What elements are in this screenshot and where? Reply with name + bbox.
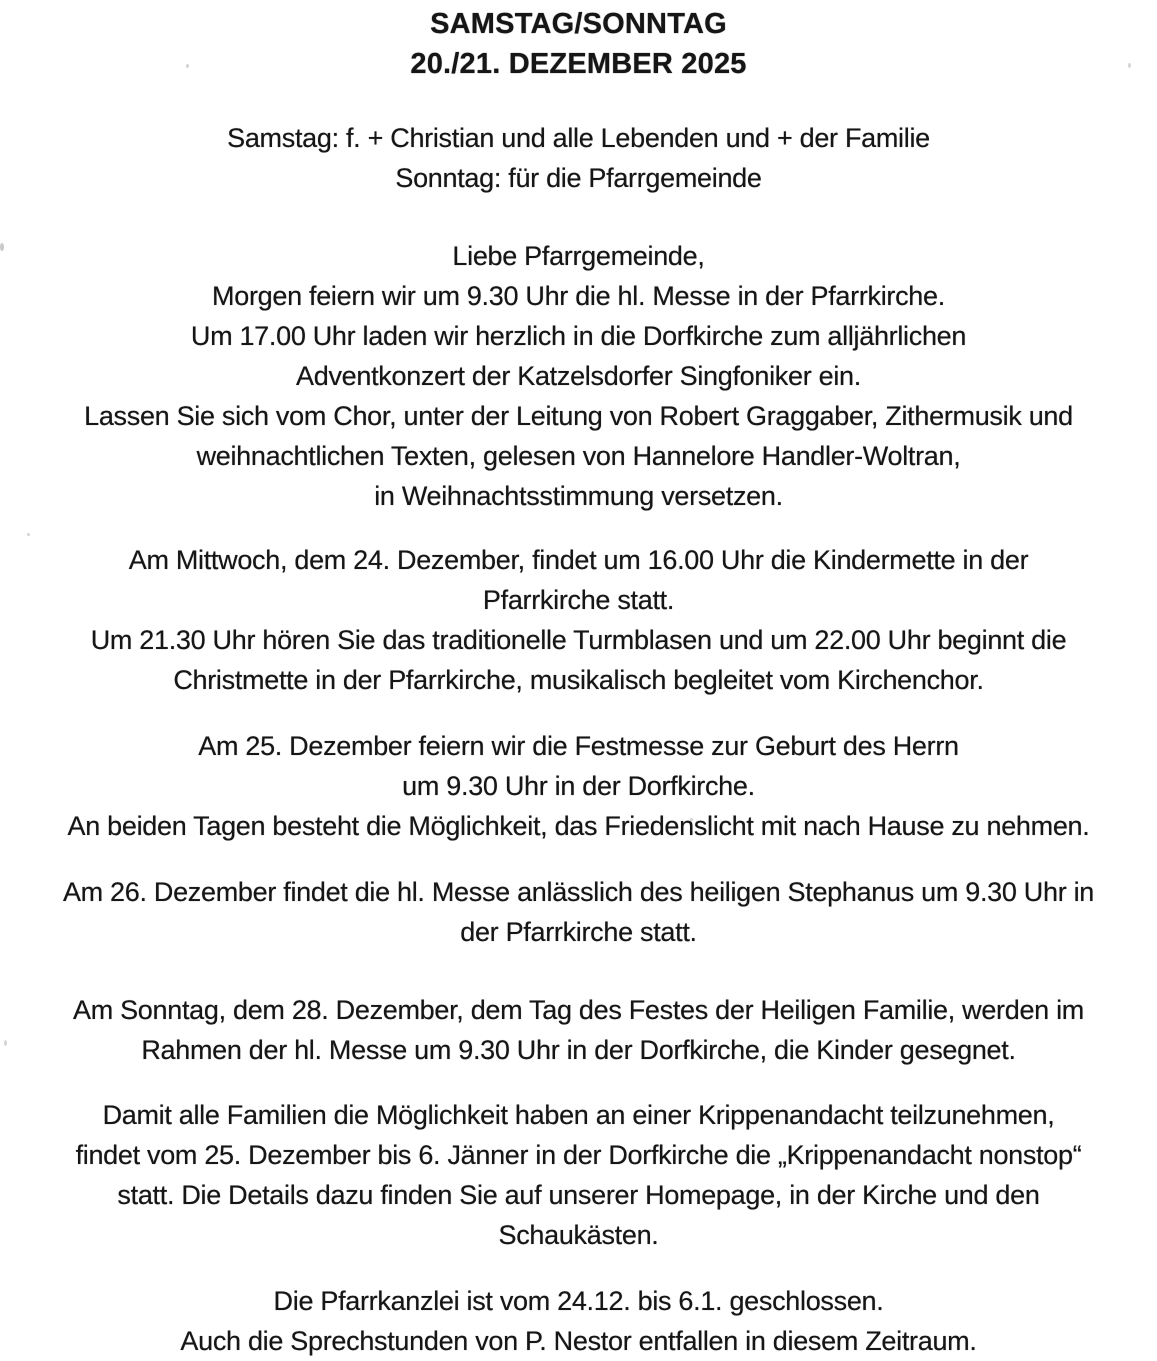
text-line: der Pfarrkirche statt.: [460, 917, 697, 947]
text-line: An beiden Tagen besteht die Möglichkeit, das Friedenslicht mit nach Hause zu nehmen.: [67, 811, 1090, 841]
text-line: Pfarrkirche statt.: [482, 585, 675, 615]
text-line: Am 25. Dezember feiern wir die Festmesse zur Geburt des Herrn: [198, 731, 959, 761]
paragraph-mass-intentions: [0, 118, 1157, 198]
text-line: findet vom 25. Dezember bis 6. Jänner in der Dorfkirche die „Krippenandacht nonstop“: [75, 1140, 1082, 1170]
text-line: Adventkonzert der Katzelsdorfer Singfoniker ein.: [296, 361, 861, 391]
scan-speck: [27, 533, 30, 536]
text-line: Damit alle Familien die Möglichkeit haben an einer Krippenandacht teilzunehmen,: [102, 1100, 1055, 1130]
text-line: Auch die Sprechstunden von P. Nestor entfallen in diesem Zeitraum.: [180, 1326, 977, 1356]
scan-speck: [690, 818, 693, 821]
paragraph-greeting-advent-concert: [0, 236, 1157, 516]
paragraph-krippenandacht-nonstop: [0, 1095, 1157, 1255]
paragraph-christmas-day: [0, 726, 1157, 846]
text-line: Lassen Sie sich vom Chor, unter der Leitung von Robert Graggaber, Zithermusik und: [84, 401, 1073, 431]
heading-weekend-label: SAMSTAG/SONNTAG: [430, 8, 727, 40]
paragraph-christmas-eve: [0, 540, 1157, 700]
scan-speck: [186, 64, 189, 68]
scan-speck: [4, 1040, 7, 1046]
heading-date: 20./21. DEZEMBER 2025: [410, 48, 747, 80]
text-line: Um 21.30 Uhr hören Sie das traditionelle Turmblasen und um 22.00 Uhr beginnt die: [90, 625, 1067, 655]
paragraph-stephanus-day: [0, 872, 1157, 952]
document-heading: [0, 4, 1157, 84]
text-line: Sonntag: für die Pfarrgemeinde: [395, 163, 762, 193]
scan-speck: [0, 243, 4, 251]
text-line: weihnachtlichen Texten, gelesen von Hannelore Handler-Woltran,: [196, 441, 961, 471]
text-line: Rahmen der hl. Messe um 9.30 Uhr in der Dorfkirche, die Kinder gesegnet.: [141, 1035, 1016, 1065]
text-line: Um 17.00 Uhr laden wir herzlich in die Dorfkirche zum alljährlichen: [190, 321, 967, 351]
paragraph-holy-family-sunday: [0, 990, 1157, 1070]
text-line: in Weihnachtsstimmung versetzen.: [374, 481, 783, 511]
text-line: Am Mittwoch, dem 24. Dezember, findet um 16.00 Uhr die Kindermette in der: [128, 545, 1029, 575]
text-line: Die Pfarrkanzlei ist vom 24.12. bis 6.1. geschlossen.: [273, 1286, 884, 1316]
text-line: Morgen feiern wir um 9.30 Uhr die hl. Messe in der Pfarrkirche.: [212, 281, 945, 311]
text-line: Christmette in der Pfarrkirche, musikalisch begleitet vom Kirchenchor.: [173, 665, 984, 695]
text-line: Am 26. Dezember findet die hl. Messe anlässlich des heiligen Stephanus um 9.30 Uhr in: [62, 877, 1095, 907]
text-line: Am Sonntag, dem 28. Dezember, dem Tag des Festes der Heiligen Familie, werden im: [73, 995, 1084, 1025]
scan-speck: [1128, 63, 1131, 68]
text-line: statt. Die Details dazu finden Sie auf unserer Homepage, in der Kirche und den: [117, 1180, 1040, 1210]
text-line: um 9.30 Uhr in der Dorfkirche.: [402, 771, 755, 801]
text-line: Schaukästen.: [498, 1220, 659, 1250]
paragraph-office-closed: [0, 1281, 1157, 1361]
text-line: Liebe Pfarrgemeinde,: [452, 241, 705, 271]
text-line: Samstag: f. + Christian und alle Lebenden und + der Familie: [227, 123, 930, 153]
